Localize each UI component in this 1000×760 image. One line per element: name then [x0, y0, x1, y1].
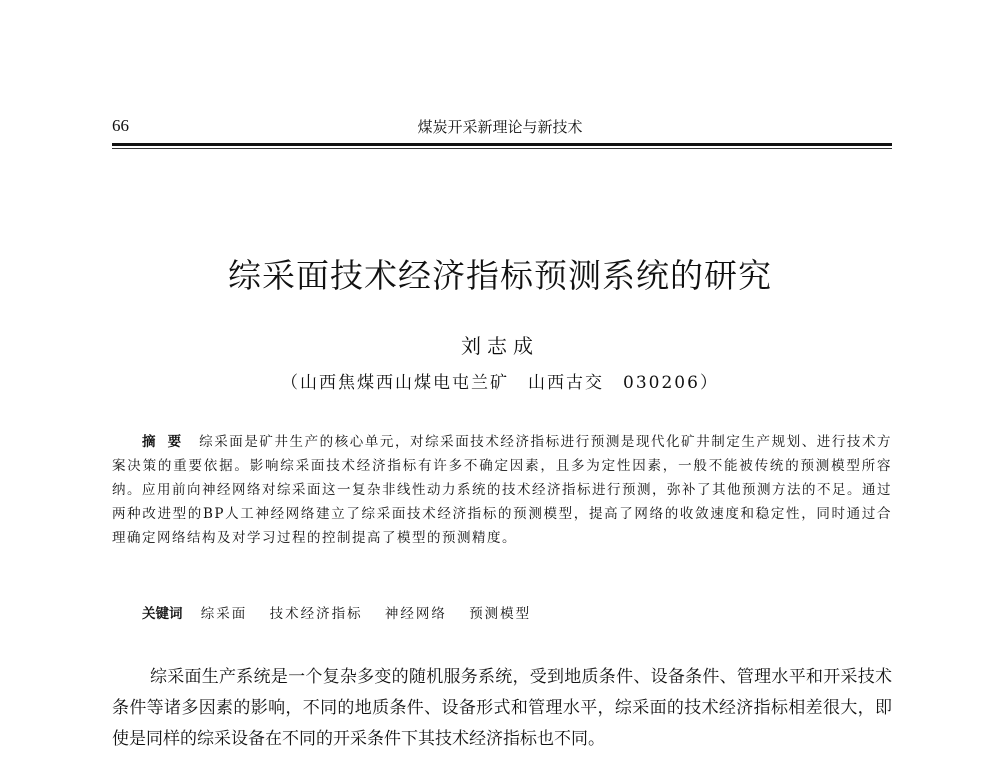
- keyword: 预测模型: [469, 606, 532, 622]
- header-rule-thin: [112, 148, 892, 149]
- keyword: 神经网络: [384, 606, 447, 622]
- header-rule-thick: [112, 143, 892, 146]
- abstract: [112, 430, 892, 550]
- keywords-label: 关键词: [142, 606, 183, 622]
- author-affiliation: （山西焦煤西山煤电屯兰矿 山西古交 030206）: [281, 373, 719, 393]
- running-head: 煤炭开采新理论与新技术: [417, 118, 583, 136]
- page-number: 66: [112, 116, 129, 135]
- author-name: 刘志成: [461, 334, 539, 358]
- body-paragraph: 综采面生产系统是一个复杂多变的随机服务系统，受到地质条件、设备条件、管理水平和开采技术条件等诸多因素的影响，不同的地质条件、设备形式和管理水平，综采面的技术经济指标相差很大，即使是同样的综采设备在不同的开采条件下其技术经济指标也不同。: [112, 667, 892, 749]
- keywords: [142, 602, 549, 622]
- keyword: 技术经济指标: [269, 606, 363, 622]
- abstract-text: 综采面是矿井生产的核心单元，对综采面技术经济指标进行预测是现代化矿井制定生产规划、进行技术方案决策的重要依据。影响综采面技术经济指标有许多不确定因素，且多为定性因素，一般不能被传统的预测模型所容纳。应用前向神经网络对综采面这一复杂非线性动力系统的技术经济指标进行预测，弥补了其他预测方法的不足。通过两种改进型的BP人工神经网络建立了综采面技术经济指标的预测模型，提高了网络的收敛速度和稳定性，同时通过合理确定网络结构及对学习过程的控制提高了模型的预测精度。: [112, 434, 893, 546]
- article-title: 综采面技术经济指标预测系统的研究: [228, 256, 772, 295]
- abstract-label: 摘要: [142, 434, 194, 450]
- keyword: 综采面: [200, 606, 248, 622]
